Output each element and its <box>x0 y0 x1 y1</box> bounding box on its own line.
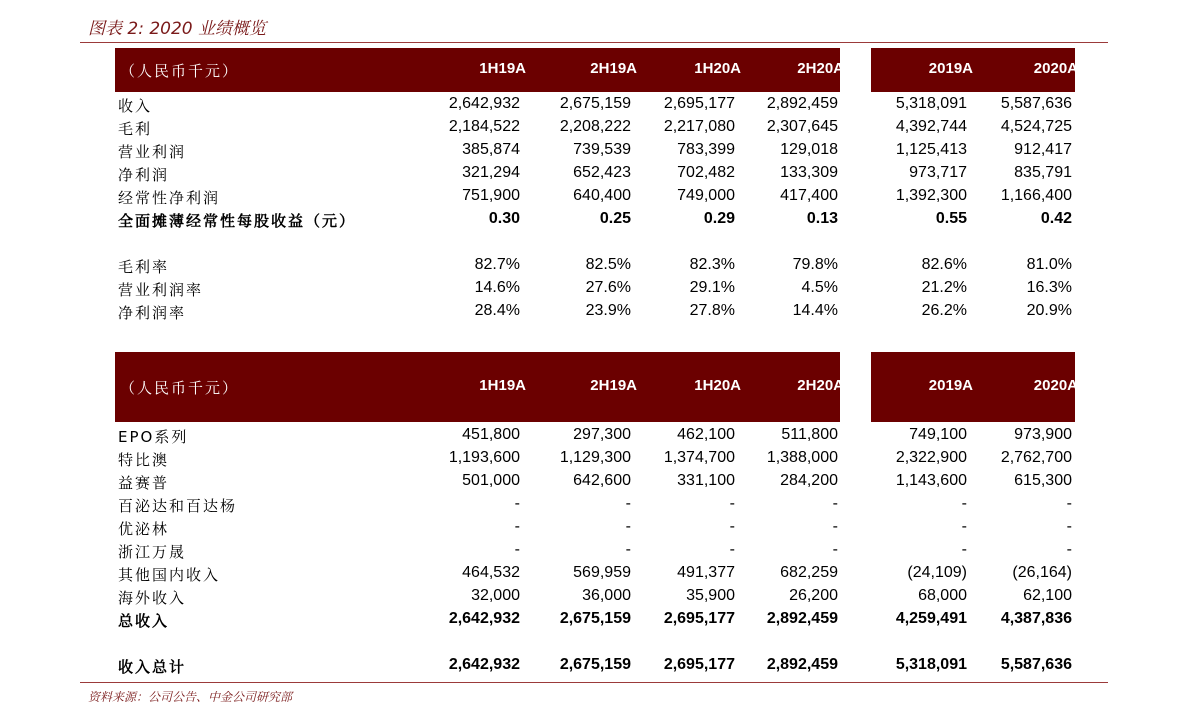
table-row <box>0 162 1191 185</box>
cell-value: 749,100 <box>909 426 967 443</box>
cell-value: 1,374,700 <box>663 449 735 466</box>
cell-value: 511,800 <box>781 426 838 443</box>
row-label: 收入总计 <box>118 658 187 676</box>
cell-value: 14.4% <box>792 302 838 319</box>
cell-value: 4.5% <box>801 279 838 296</box>
column-header: 2H19A <box>590 377 637 394</box>
row-label: 收入 <box>118 97 153 115</box>
row-label: 其他国内收入 <box>118 566 221 584</box>
header-unit-label: （人民币千元） <box>120 379 240 397</box>
cell-value: 973,717 <box>909 164 967 181</box>
cell-value: 0.13 <box>806 210 838 227</box>
cell-value: 26,200 <box>789 587 838 604</box>
cell-value: - <box>832 495 838 512</box>
cell-value: - <box>625 518 631 535</box>
table-row <box>0 139 1191 162</box>
cell-value: 640,400 <box>573 187 631 204</box>
table-row <box>0 116 1191 139</box>
cell-value: 2,892,459 <box>766 610 838 627</box>
cell-value: - <box>729 495 735 512</box>
cell-value: 569,959 <box>573 564 631 581</box>
cell-value: 82.7% <box>474 256 520 273</box>
cell-value: 751,900 <box>462 187 520 204</box>
cell-value: 4,524,725 <box>1000 118 1072 135</box>
cell-value: 385,874 <box>462 141 520 158</box>
column-header: 2H20A <box>797 377 844 394</box>
cell-value: 4,392,744 <box>895 118 967 135</box>
cell-value: 0.42 <box>1040 210 1072 227</box>
cell-value: - <box>514 541 520 558</box>
cell-value: - <box>729 518 735 535</box>
table-row <box>0 277 1191 300</box>
cell-value: 2,892,459 <box>766 656 838 673</box>
cell-value: 129,018 <box>780 141 838 158</box>
table-row <box>0 493 1191 516</box>
column-header: 2020A <box>1033 377 1078 394</box>
column-header: 1H20A <box>694 60 741 77</box>
column-header: 1H19A <box>479 60 526 77</box>
table-row <box>0 470 1191 493</box>
cell-value: 5,318,091 <box>895 656 967 673</box>
column-header: 2019A <box>928 377 973 394</box>
cell-value: 82.6% <box>921 256 967 273</box>
row-label: 毛利率 <box>118 258 170 276</box>
cell-value: 491,377 <box>677 564 735 581</box>
cell-value: 739,539 <box>573 141 631 158</box>
cell-value: 1,129,300 <box>559 449 631 466</box>
column-header: 1H20A <box>694 377 741 394</box>
page-title: 图表 2: 2020 业绩概览 <box>88 19 267 39</box>
cell-value: - <box>961 518 967 535</box>
cell-value: 2,675,159 <box>559 95 631 112</box>
cell-value: (24,109) <box>907 564 967 581</box>
table-row <box>0 516 1191 539</box>
cell-value: 2,695,177 <box>663 95 735 112</box>
table-row <box>0 539 1191 562</box>
table-row <box>0 654 1191 677</box>
cell-value: 0.55 <box>935 210 967 227</box>
cell-value: 82.3% <box>689 256 735 273</box>
cell-value: 2,695,177 <box>663 610 735 627</box>
cell-value: 2,208,222 <box>559 118 631 135</box>
cell-value: 417,400 <box>780 187 838 204</box>
cell-value: - <box>961 541 967 558</box>
cell-value: 0.29 <box>703 210 735 227</box>
cell-value: 4,387,836 <box>1000 610 1072 627</box>
cell-value: 1,392,300 <box>895 187 967 204</box>
row-label: EPO系列 <box>118 428 189 446</box>
cell-value: 1,388,000 <box>766 449 838 466</box>
table-row <box>0 608 1191 631</box>
cell-value: - <box>961 495 967 512</box>
cell-value: - <box>729 541 735 558</box>
table-row <box>0 562 1191 585</box>
cell-value: 652,423 <box>573 164 631 181</box>
cell-value: 783,399 <box>677 141 735 158</box>
column-header: 2020A <box>1033 60 1078 77</box>
cell-value: 28.4% <box>474 302 520 319</box>
cell-value: 21.2% <box>921 279 967 296</box>
top-rule <box>80 42 1108 43</box>
column-header: 1H19A <box>479 377 526 394</box>
cell-value: 642,600 <box>573 472 631 489</box>
cell-value: 29.1% <box>689 279 735 296</box>
cell-value: 2,642,932 <box>448 656 520 673</box>
table-row <box>0 254 1191 277</box>
cell-value: 81.0% <box>1026 256 1072 273</box>
cell-value: 5,318,091 <box>895 95 967 112</box>
cell-value: 2,184,522 <box>448 118 520 135</box>
cell-value: 682,259 <box>780 564 838 581</box>
cell-value: 331,100 <box>677 472 735 489</box>
cell-value: (26,164) <box>1012 564 1072 581</box>
cell-value: 1,125,413 <box>895 141 967 158</box>
source-note: 资料来源：公司公告、中金公司研究部 <box>88 690 293 704</box>
cell-value: 1,193,600 <box>448 449 520 466</box>
cell-value: - <box>832 518 838 535</box>
header-unit-label: （人民币千元） <box>120 62 240 80</box>
cell-value: - <box>625 495 631 512</box>
row-label: 海外收入 <box>118 589 187 607</box>
cell-value: 615,300 <box>1014 472 1072 489</box>
cell-value: 79.8% <box>792 256 838 273</box>
cell-value: 835,791 <box>1014 164 1072 181</box>
table-row <box>0 208 1191 231</box>
table-row <box>0 93 1191 116</box>
cell-value: - <box>625 541 631 558</box>
cell-value: 26.2% <box>921 302 967 319</box>
cell-value: 464,532 <box>462 564 520 581</box>
row-label: 经常性净利润 <box>118 189 221 207</box>
table-row <box>0 447 1191 470</box>
cell-value: 32,000 <box>471 587 520 604</box>
cell-value: - <box>1066 541 1072 558</box>
row-label: 净利润 <box>118 166 170 184</box>
cell-value: 4,259,491 <box>895 610 967 627</box>
cell-value: 27.8% <box>689 302 735 319</box>
cell-value: 36,000 <box>582 587 631 604</box>
table-row <box>0 585 1191 608</box>
cell-value: 2,675,159 <box>559 610 631 627</box>
cell-value: - <box>514 495 520 512</box>
bottom-rule <box>80 682 1108 683</box>
row-label: 总收入 <box>118 612 170 630</box>
cell-value: 27.6% <box>585 279 631 296</box>
cell-value: 16.3% <box>1026 279 1072 296</box>
cell-value: 297,300 <box>573 426 631 443</box>
column-header: 2H20A <box>797 60 844 77</box>
table-row <box>0 185 1191 208</box>
cell-value: 702,482 <box>677 164 735 181</box>
cell-value: 501,000 <box>462 472 520 489</box>
cell-value: 62,100 <box>1023 587 1072 604</box>
cell-value: 20.9% <box>1026 302 1072 319</box>
cell-value: 0.25 <box>599 210 631 227</box>
cell-value: 2,642,932 <box>448 95 520 112</box>
cell-value: 2,892,459 <box>766 95 838 112</box>
cell-value: 2,217,080 <box>663 118 735 135</box>
cell-value: - <box>514 518 520 535</box>
row-label: 净利润率 <box>118 304 187 322</box>
cell-value: 82.5% <box>585 256 631 273</box>
cell-value: 68,000 <box>918 587 967 604</box>
cell-value: 35,900 <box>686 587 735 604</box>
cell-value: 451,800 <box>462 426 520 443</box>
cell-value: 23.9% <box>585 302 631 319</box>
table-row <box>0 300 1191 323</box>
cell-value: 2,762,700 <box>1000 449 1072 466</box>
cell-value: 1,166,400 <box>1000 187 1072 204</box>
cell-value: 5,587,636 <box>1000 95 1072 112</box>
cell-value: 1,143,600 <box>895 472 967 489</box>
row-label: 益赛普 <box>118 474 170 492</box>
cell-value: 2,695,177 <box>663 656 735 673</box>
row-label: 营业利润率 <box>118 281 204 299</box>
cell-value: 2,322,900 <box>895 449 967 466</box>
cell-value: 321,294 <box>462 164 520 181</box>
cell-value: 5,587,636 <box>1000 656 1072 673</box>
cell-value: 749,000 <box>677 187 735 204</box>
table-row <box>0 424 1191 447</box>
column-header: 2019A <box>928 60 973 77</box>
cell-value: - <box>1066 495 1072 512</box>
cell-value: 2,307,645 <box>766 118 838 135</box>
cell-value: 133,309 <box>780 164 838 181</box>
row-label: 浙江万晟 <box>118 543 187 561</box>
row-label: 营业利润 <box>118 143 187 161</box>
row-label: 全面摊薄经常性每股收益（元） <box>118 212 357 230</box>
cell-value: - <box>1066 518 1072 535</box>
cell-value: 462,100 <box>677 426 735 443</box>
cell-value: 14.6% <box>474 279 520 296</box>
cell-value: 973,900 <box>1014 426 1072 443</box>
row-label: 毛利 <box>118 120 153 138</box>
cell-value: 2,675,159 <box>559 656 631 673</box>
row-label: 特比澳 <box>118 451 170 469</box>
cell-value: 284,200 <box>780 472 838 489</box>
cell-value: 2,642,932 <box>448 610 520 627</box>
row-label: 优泌林 <box>118 520 170 538</box>
column-header: 2H19A <box>590 60 637 77</box>
cell-value: 912,417 <box>1014 141 1072 158</box>
row-label: 百泌达和百达杨 <box>118 497 238 515</box>
cell-value: 0.30 <box>488 210 520 227</box>
cell-value: - <box>832 541 838 558</box>
